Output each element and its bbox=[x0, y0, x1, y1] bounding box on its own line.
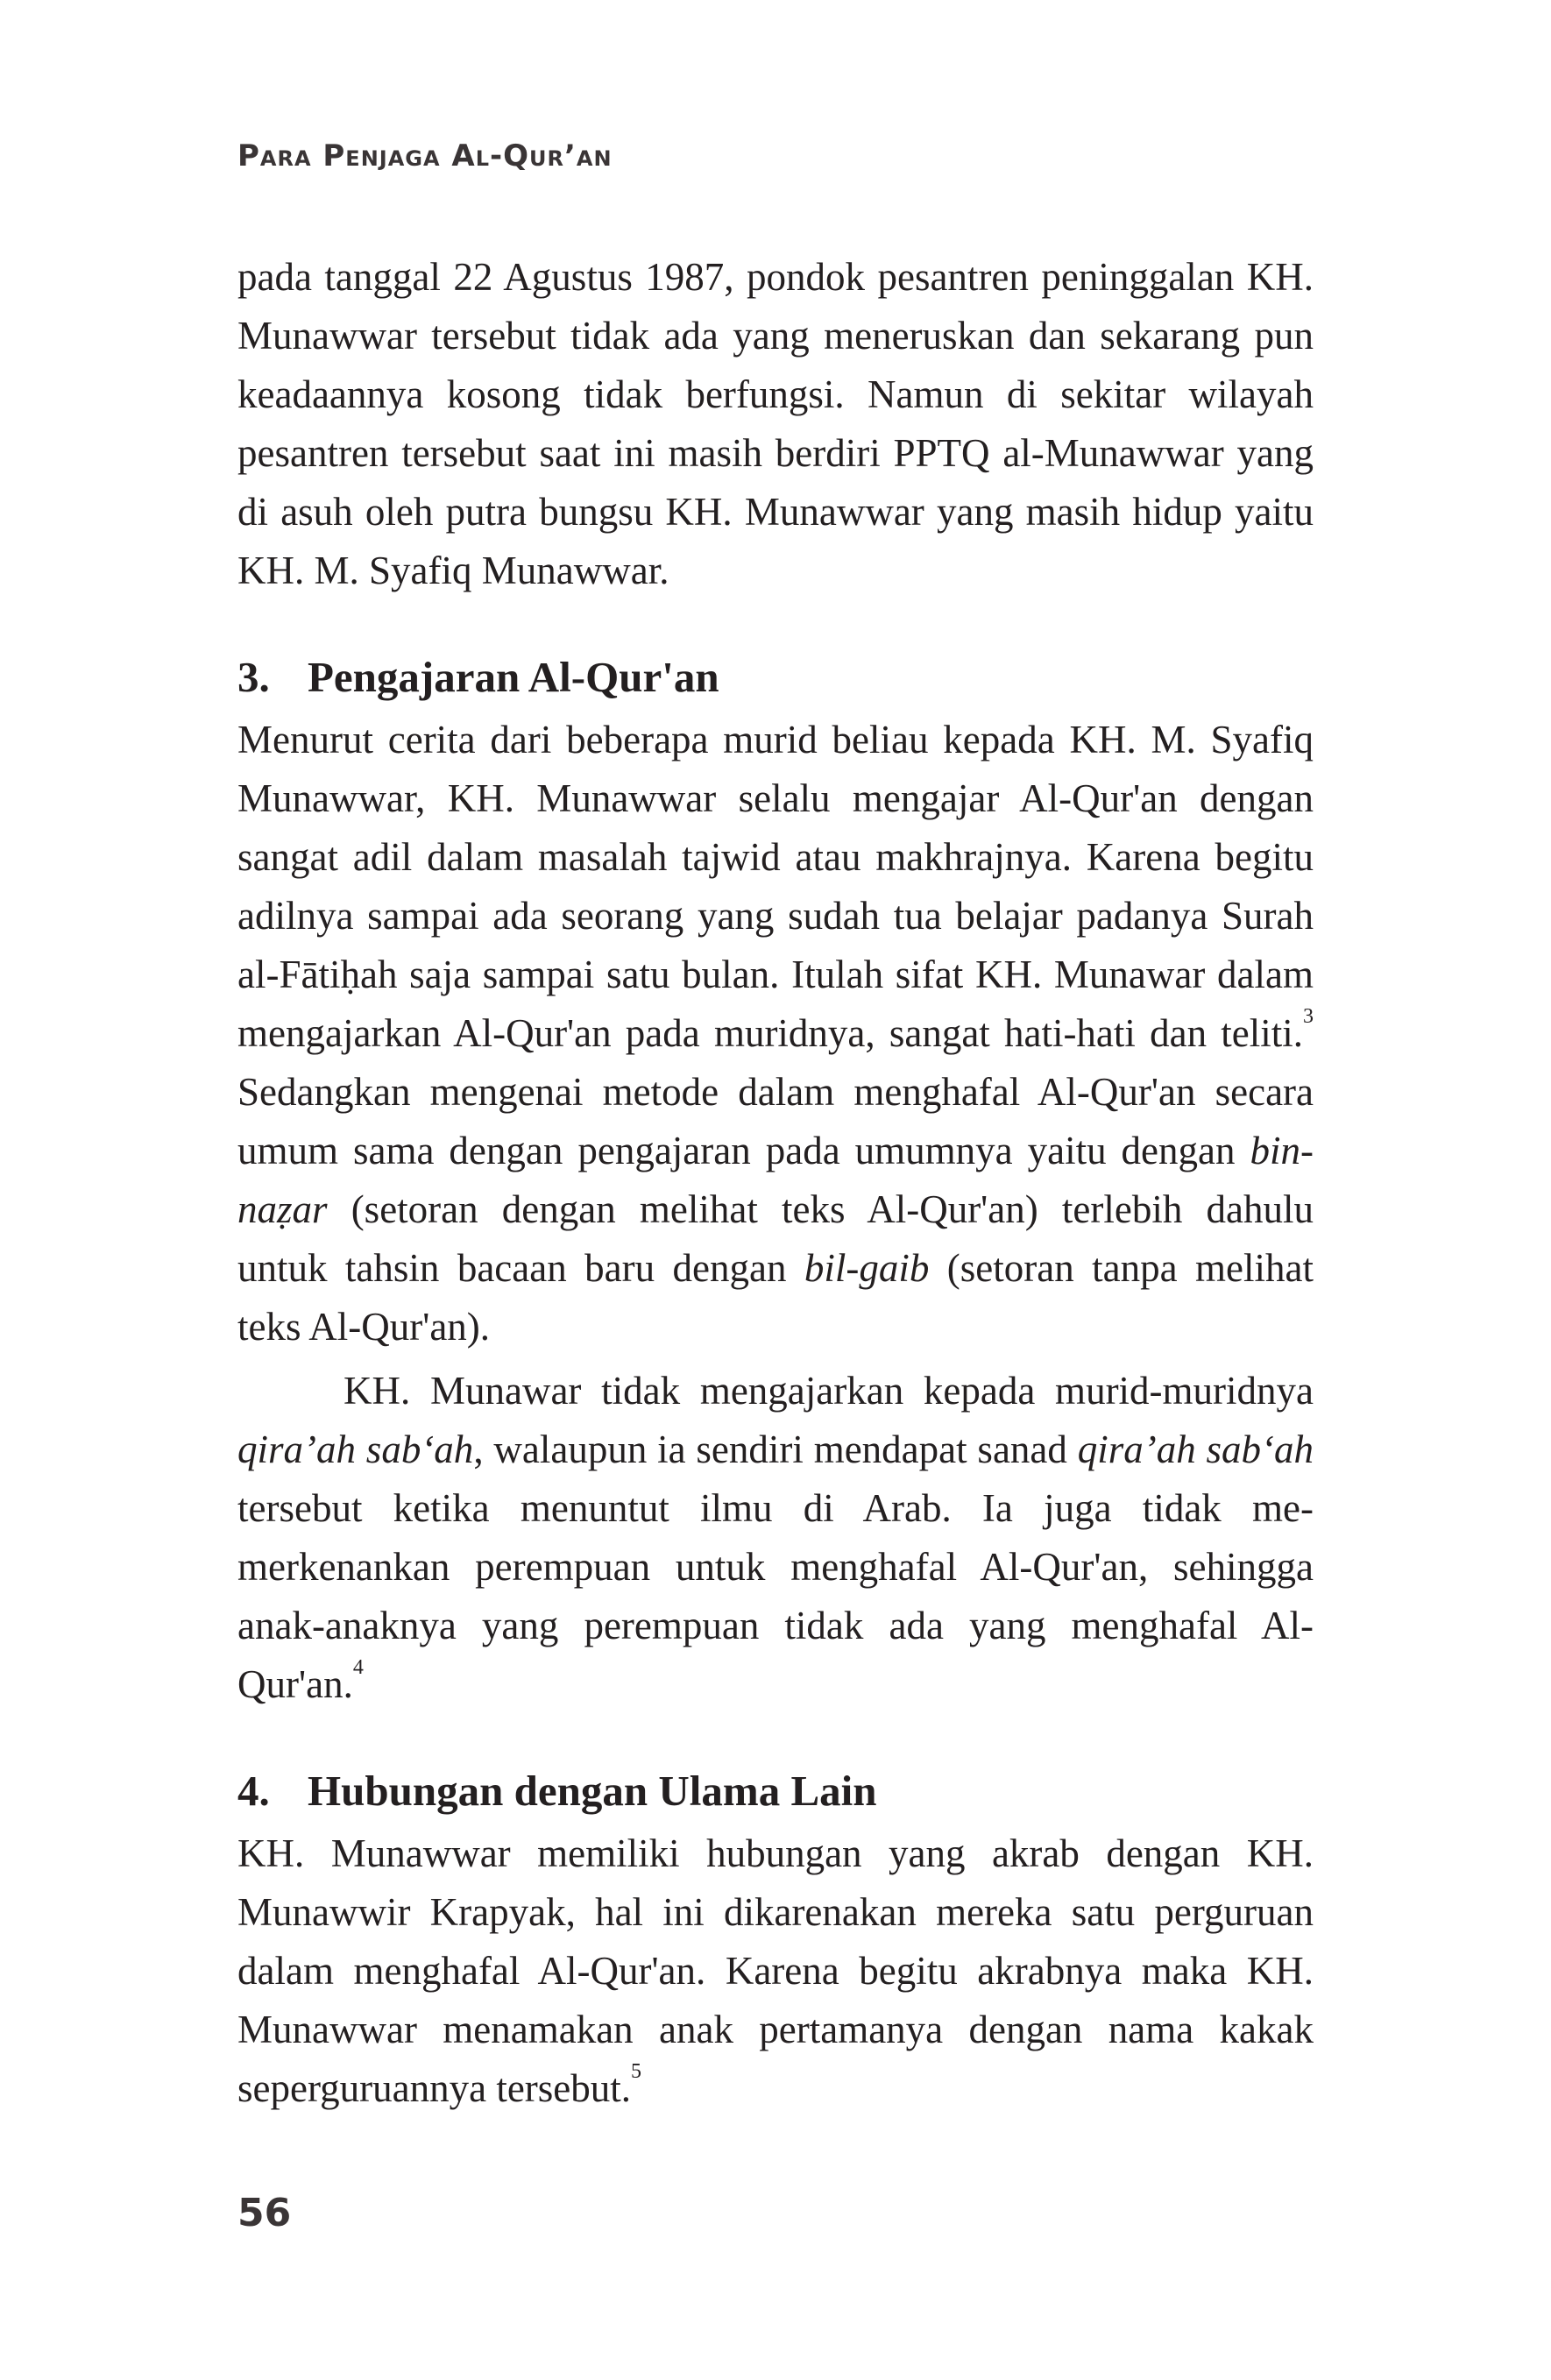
text-run: tersebut ketika menuntut ilmu di Arab. Ia juga tidak memerkenankan perempuan untuk menghafal Al-Qur'an, sehingga anak-anaknya yang perempuan tidak ada yang menghafal Al-Qur'an. bbox=[237, 1486, 1314, 1706]
italic-term: qira’ah sab‘ah bbox=[237, 1427, 474, 1471]
footnote-ref-4: 4 bbox=[352, 1656, 364, 1679]
page-number: 56 bbox=[237, 2191, 292, 2235]
italic-term: bin-naẓar bbox=[237, 1129, 1314, 1231]
text-run: Menurut cerita dari beberapa murid beliau kepada KH. M. Syafiq Munawwar, KH. Munawwar selalu mengajar Al-Qur'an dengan sangat adil dalam masalah tajwid atau makhrajnya. Karena begitu adilnya sampai ada seorang yang sudah tua belajar padanya Surah al-Fātiḥah saja sampai satu bulan. Itulah sifat KH. Munawar dalam mengajarkan Al-Qur'an pada muridnya, sangat hati-hati dan teliti. bbox=[237, 718, 1314, 1055]
text-run: (setoran dengan melihat teks Al-Qur'an) terlebih dahulu untuk tahsin bacaan baru dengan bbox=[237, 1187, 1314, 1290]
paragraph-continuation: pada tanggal 22 Agustus 1987, pondok pesantren peninggalan KH. Munawwar tersebut tidak ada yang meneruskan dan sekarang pun keadaannya kosong tidak berfungsi. Namun di sekitar wilayah pesantren tersebut saat ini masih berdiri PPTQ al-Munawwar yang di asuh oleh putra bungsu KH. Munawwar yang masih hidup yaitu KH. M. Syafiq Munawwar. bbox=[237, 255, 1314, 592]
section-heading-3 bbox=[237, 648, 1314, 706]
page-content bbox=[237, 248, 1314, 2118]
footnote-ref-5: 5 bbox=[631, 2060, 642, 2083]
section-number: 4. bbox=[237, 1767, 270, 1815]
paragraph-relations bbox=[237, 1824, 1314, 2118]
section-title: Hubungan dengan Ulama Lain bbox=[308, 1767, 877, 1815]
text-run: (setoran tanpa melihat teks Al-Qur'an). bbox=[237, 1246, 1314, 1349]
section-title: Pengajaran Al-Qur'an bbox=[308, 653, 719, 701]
text-run: KH. Munawwar memiliki hubungan yang akrab dengan KH. Munawwir Krapyak, hal ini dikarenakan mereka satu perguruan dalam menghafal Al-Qur'an. Karena begitu akrabnya maka KH. Munawwar menamakan anak pertamanya dengan nama kakak seperguruannya tersebut. bbox=[237, 1831, 1314, 2110]
paragraph-qiraah bbox=[237, 1362, 1314, 1714]
italic-term: qira’ah sab‘ah bbox=[1077, 1427, 1314, 1471]
running-header bbox=[237, 138, 613, 174]
section-heading-4 bbox=[237, 1762, 1314, 1820]
text-run: Sedangkan mengenai metode dalam menghafal Al-Qur'an secara umum sama dengan pengajaran pada umumnya yaitu dengan bbox=[237, 1070, 1314, 1172]
italic-term: bil-gaib bbox=[804, 1246, 930, 1290]
text-run: , walaupun ia sendiri mendapat sanad bbox=[473, 1427, 1078, 1471]
footnote-ref-3: 3 bbox=[1303, 1005, 1314, 1028]
section-number: 3. bbox=[237, 653, 270, 701]
text-run: KH. Munawar tidak mengajarkan kepada murid-muridnya bbox=[343, 1369, 1314, 1413]
paragraph-teaching-method bbox=[237, 711, 1314, 1356]
running-header-text: Para Penjaga Al-Qur’an bbox=[237, 138, 613, 174]
